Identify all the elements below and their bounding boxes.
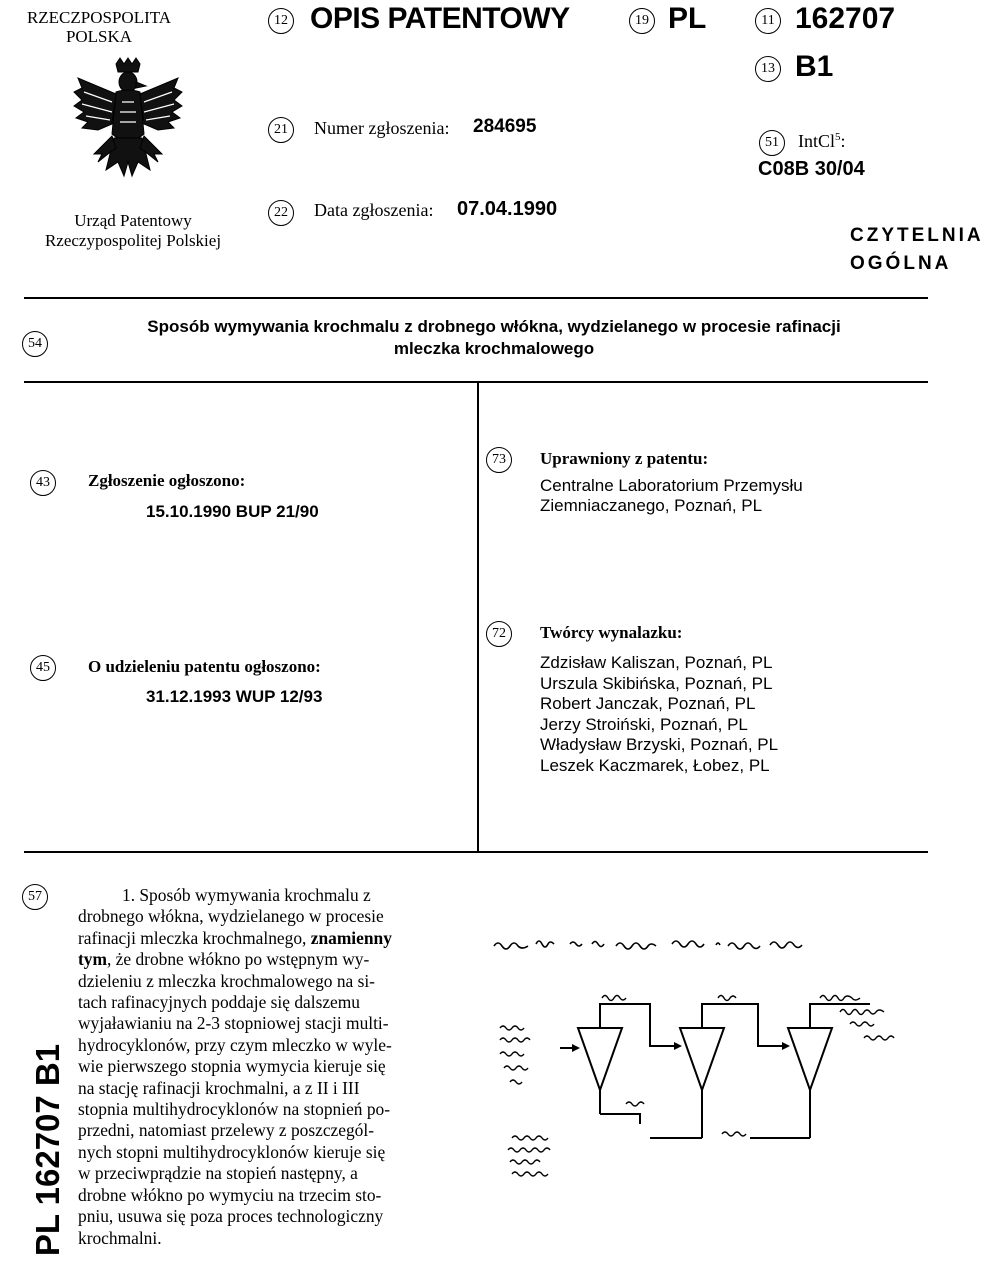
claim-line: wie pierwszego stopnia wymycia kieruje się xyxy=(78,1056,386,1077)
divider-vertical xyxy=(477,381,479,851)
title-line-2: mleczka krochmalowego xyxy=(393,339,595,358)
process-diagram xyxy=(490,928,946,1188)
hydrocyclone-stage xyxy=(788,1006,832,1138)
claim-line: tach rafinacyjnych poddaje się dalszemu xyxy=(78,992,360,1013)
office-line-1: Urząd Patentowy xyxy=(74,211,192,230)
claim-line: nych stopni multihydrocyklonów kieruje się xyxy=(78,1141,386,1162)
inid-code-51: 51 xyxy=(759,130,785,156)
inid-code-19: 19 xyxy=(629,8,655,34)
claim-line: hydrocyklonów, przy czym mleczko w wyle- xyxy=(78,1034,392,1055)
inid-code-22: 22 xyxy=(268,200,294,226)
claim-line: wyjaławianiu na 2-3 stopniowej stacji multi- xyxy=(78,1013,389,1034)
owner-label: Uprawniony z patentu: xyxy=(540,449,709,468)
kind-code: B1 xyxy=(795,50,834,83)
inventors-label: Twórcy wynalazku: xyxy=(540,623,683,642)
inventor-name: Władysław Brzyski, Poznań, PL xyxy=(540,735,779,754)
application-number-value: 284695 xyxy=(473,116,537,137)
owner-line-1: Centralne Laboratorium Przemysłu xyxy=(540,476,803,495)
filing-date-label: Data zgłoszenia: xyxy=(314,200,434,220)
inid-code-43: 43 xyxy=(30,470,56,496)
grant-label: O udzieleniu patentu ogłoszono: xyxy=(88,657,321,676)
claim-text xyxy=(78,885,474,1249)
patent-office-name xyxy=(18,211,248,251)
publication-value: 15.10.1990 BUP 21/90 xyxy=(146,502,319,521)
inid-code-13: 13 xyxy=(755,56,781,82)
claim-line: pniu, usuwa się poza proces technologiczny xyxy=(78,1206,384,1227)
inventor-name: Leszek Kaczmarek, Łobez, PL xyxy=(540,755,770,775)
inid-code-73: 73 xyxy=(486,447,512,473)
claim-line: drobnego włókna, wydzielanego w procesie xyxy=(78,906,384,927)
inventor-name: Urszula Skibińska, Poznań, PL xyxy=(540,673,773,693)
inid-code-72: 72 xyxy=(486,621,512,647)
grant-value: 31.12.1993 WUP 12/93 xyxy=(146,687,323,706)
divider-title xyxy=(24,381,928,383)
country-line-2: POLSKA xyxy=(65,27,133,46)
office-line-2: Rzeczypospolitej Polskiej xyxy=(44,231,222,250)
country-name xyxy=(24,8,174,46)
claim-line: stopnia multihydrocyklonów na stopnień po- xyxy=(78,1099,391,1120)
stamp-line-2: OGÓLNA xyxy=(850,253,952,274)
inid-code-12: 12 xyxy=(268,8,294,34)
patent-number: 162707 xyxy=(795,2,896,35)
claim-line: 1. Sposób wymywania krochmalu z xyxy=(122,885,371,905)
claim-line: rafinacji mleczka krochmalnego, znamienny xyxy=(78,927,392,948)
eagle-emblem-icon xyxy=(72,58,184,186)
claim-line: krochmalni. xyxy=(78,1227,162,1248)
owner-line-2: Ziemniaczanego, Poznań, PL xyxy=(540,496,763,515)
publication-label: Zgłoszenie ogłoszono: xyxy=(88,471,246,490)
claim-line: przedni, natomiast przelewy z poszczegól- xyxy=(78,1120,374,1141)
divider-top xyxy=(24,297,928,299)
inid-code-11: 11 xyxy=(755,8,781,34)
country-line-1: RZECZPOSPOLITA xyxy=(26,8,172,27)
intcl-value: C08B 30/04 xyxy=(758,158,865,180)
library-stamp xyxy=(850,222,984,278)
filing-date-value: 07.04.1990 xyxy=(457,198,558,220)
claim-keyword: znamienny xyxy=(310,927,392,948)
hydrocyclone-stage xyxy=(680,1006,724,1138)
inventors-list xyxy=(540,653,778,776)
intcl-label xyxy=(798,131,846,152)
claim-keyword: tym xyxy=(78,949,107,970)
intcl-edition: 5 xyxy=(835,131,841,143)
invention-title xyxy=(60,316,928,360)
inid-code-45: 45 xyxy=(30,655,56,681)
intcl-label-text: IntCl xyxy=(798,131,836,151)
inventor-name: Jerzy Stroiński, Poznań, PL xyxy=(540,714,748,734)
owner-name xyxy=(540,476,803,516)
inid-code-57: 57 xyxy=(22,884,48,910)
claim-line: drobne włókno po wymyciu na trzecim sto- xyxy=(78,1184,382,1205)
application-number-label: Numer zgłoszenia: xyxy=(314,118,450,138)
inventor-name: Robert Janczak, Poznań, PL xyxy=(540,694,756,713)
claim-line: na stację rafinacji krochmalni, a z II i III xyxy=(78,1077,360,1098)
claim-line: dzieleniu z mleczka krochmalowego na si- xyxy=(78,970,375,991)
title-line-1: Sposób wymywania krochmalu z drobnego włókna, wydzielanego w procesie rafinacji xyxy=(147,317,841,336)
country-code: PL xyxy=(668,2,707,35)
side-patent-label: PL 162707 B1 xyxy=(29,1043,66,1257)
claim-line: w przeciwprądzie na stopień następny, a xyxy=(78,1163,358,1184)
handwritten-annotation-scribble xyxy=(500,996,894,1177)
hydrocyclone-stage xyxy=(578,1006,622,1114)
intcl-colon: : xyxy=(840,131,846,151)
handwritten-caption-scribble xyxy=(494,941,802,949)
inid-code-21: 21 xyxy=(268,117,294,143)
document-type: OPIS PATENTOWY xyxy=(310,2,570,35)
inid-code-54: 54 xyxy=(22,331,48,357)
claim-line: tym, że drobne włókno po wstępnym wy- xyxy=(78,949,370,970)
stamp-line-1: CZYTELNIA xyxy=(850,225,984,246)
inventor-name: Zdzisław Kaliszan, Poznań, PL xyxy=(540,653,773,672)
divider-bottom xyxy=(24,851,928,853)
